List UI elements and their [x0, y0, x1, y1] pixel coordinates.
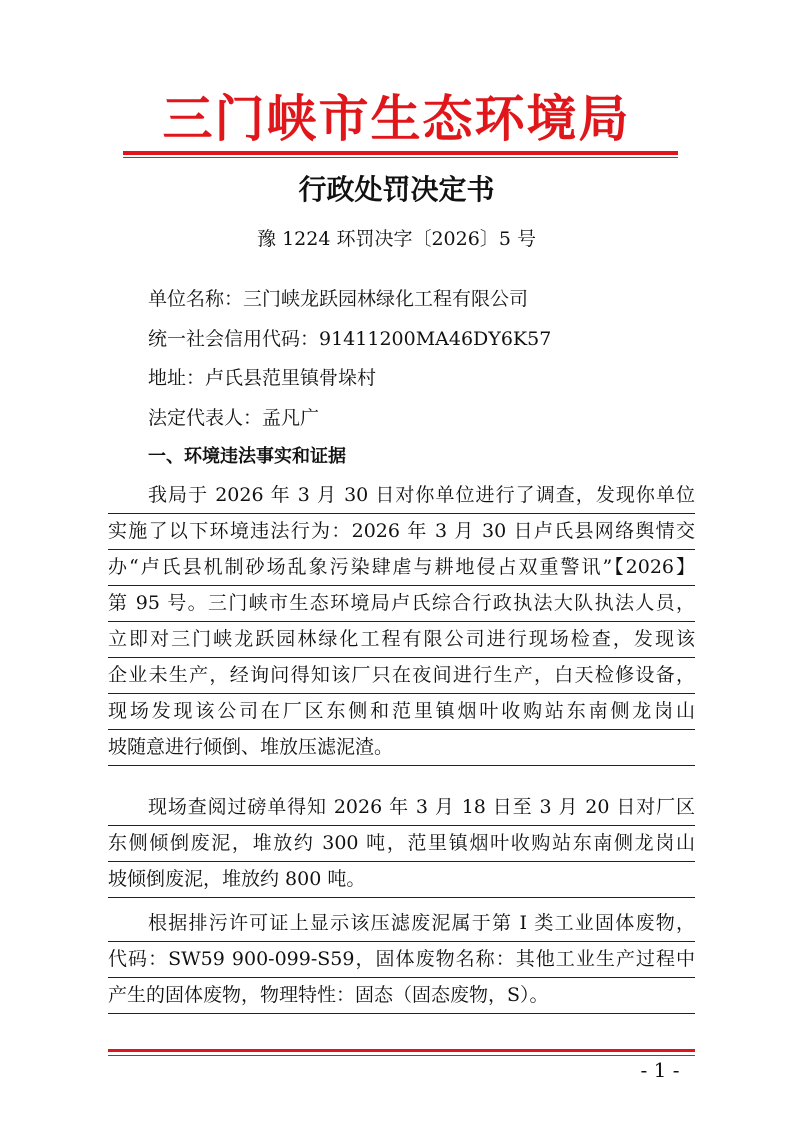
paragraph-line: 根据排污许可证上显示该压滤废泥属于第 I 类工业固体废物， [108, 906, 695, 942]
paragraph-line: 企业未生产，经询问得知该厂只在夜间进行生产，白天检修设备， [108, 658, 695, 694]
document-title: 行政处罚决定书 [298, 173, 495, 206]
info-credit-code: 统一社会信用代码：91411200MA46DY6K57 [148, 328, 552, 350]
agency-header: 三门峡市生态环境局 [162, 89, 631, 148]
paragraph-line: 立即对三门峡龙跃园林绿化工程有限公司进行现场检查，发现该 [108, 622, 695, 658]
paragraph-line: 我局于 2026 年 3 月 30 日对你单位进行了调查，发现你单位 [108, 478, 695, 514]
info-legal-rep: 法定代表人：孟凡广 [148, 407, 320, 429]
paragraph-line: 办“卢氏县机制砂场乱象污染肆虐与耕地侵占双重警讯”【2026】 [108, 550, 695, 586]
paragraph-line: 坡随意进行倾倒、堆放压滤泥渣。 [108, 730, 695, 766]
document-number: 豫 1224 环罚决字〔2026〕5 号 [257, 228, 536, 250]
info-unit-name: 单位名称：三门峡龙跃园林绿化工程有限公司 [148, 288, 529, 310]
paragraph-line: 产生的固体废物，物理特性：固态（固态废物，S）。 [108, 978, 695, 1014]
page-number: - 1 - [640, 1058, 680, 1082]
footer-rule-thin [108, 1055, 695, 1056]
info-address: 地址：卢氏县范里镇骨垛村 [148, 367, 377, 389]
header-rule-thick [123, 151, 678, 155]
paragraph-line: 东侧倾倒废泥，堆放约 300 吨，范里镇烟叶收购站东南侧龙岗山 [108, 826, 695, 862]
paragraph-line: 坡倾倒废泥，堆放约 800 吨。 [108, 862, 695, 898]
header-rule-thin [123, 157, 678, 158]
paragraph-weighbill [108, 790, 695, 898]
paragraph-permit [108, 906, 695, 1014]
footer-rule-thick [108, 1049, 695, 1052]
paragraph-line: 第 95 号。三门峡市生态环境局卢氏综合行政执法大队执法人员， [108, 586, 695, 622]
paragraph-line: 现场发现该公司在厂区东侧和范里镇烟叶收购站东南侧龙岗山 [108, 694, 695, 730]
paragraph-line: 现场查阅过磅单得知 2026 年 3 月 18 日至 3 月 20 日对厂区 [108, 790, 695, 826]
paragraph-line: 实施了以下环境违法行为：2026 年 3 月 30 日卢氏县网络舆情交 [108, 514, 695, 550]
paragraph-investigation [108, 478, 695, 766]
paragraph-line: 代码：SW59 900-099-S59，固体废物名称：其他工业生产过程中 [108, 942, 695, 978]
section-heading-violations: 一、环境违法事实和证据 [148, 446, 346, 467]
